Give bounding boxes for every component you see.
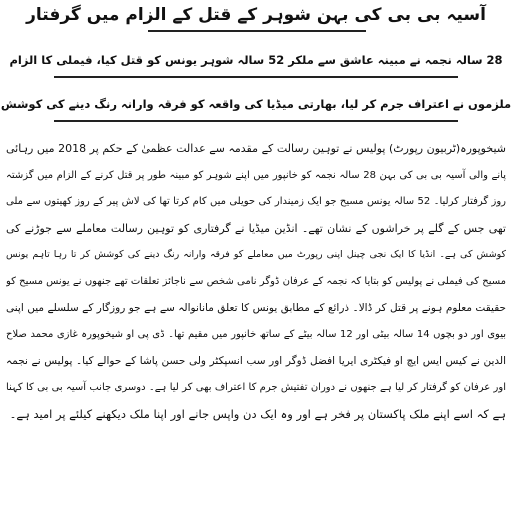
article-body	[6, 136, 506, 428]
article-line: روز گرفتار کرلیا۔ 52 سالہ یونس مسیح جو ایک زمیندار کی حویلی میں کام کرتا تھا کی لاش پیر کے روز کھیتوں سے ملی	[6, 196, 506, 207]
headline-line-3: ملزموں نے اعتراف جرم کر لیا، بھارتی میڈیا کی واقعہ کو فرقہ وارانہ رنگ دینے کی کوشش	[0, 97, 512, 111]
article-line: حقیقت معلوم ہونے پر قتل کر ڈالا۔ ذرائع کے مطابق یونس کا تعلق مانانوالہ سے ہے جو روزگار کے سلسلے میں اپنی	[6, 302, 506, 314]
headline-underline-2	[54, 76, 458, 78]
article-line: تھی جس کے گلے پر خراشوں کے نشان تھے۔ انڈین میڈیا نے گرفتاری کو توہین رسالت معاملے سے جوڑنے کی	[6, 221, 506, 235]
headline-underline-3	[54, 120, 458, 122]
article-line: مسیح کی فیملی نے پولیس کو بتایا کہ نجمہ کے عرفان ڈوگر نامی شخص سے ناجائز تعلقات تھے جنھوں نے یونس مسیح کو	[6, 275, 506, 287]
headline-underline-1	[148, 30, 366, 32]
article-line: بیوی اور دو بچوں 14 سالہ بیٹی اور 12 سالہ بیٹے کے ساتھ خانپور میں مقیم تھا۔ ڈی پی او شیخوپورہ غازی محمد صلاح	[6, 328, 506, 340]
article-line: کوشش کی ہے۔ انڈیا کا ایک نجی چینل اپنی رپورٹ میں معاملے کو فرقہ وارانہ رنگ دینے کی کوشش کر تا رہا تاہم یونس	[6, 249, 506, 260]
article-line: شیخوپورہ(ٹربیون رپورٹ) پولیس نے توہین رسالت کے مقدمہ سے عدالت عظمیٰ کے حکم پر 2018 میں رہائی	[6, 142, 506, 155]
article-line: الدین نے کیس ایس ایچ او فیکٹری ایریا افضل ڈوگر اور سب انسپکٹر ولی حسن پاشا کے حوالے کیا۔ پولیس نے نجمہ	[6, 355, 506, 367]
headline-line-1: آسیہ بی بی کی بہن شوہر کے قتل کے الزام میں گرفتار	[26, 5, 486, 25]
article-line: ہے کہ اسے اپنے ملک پاکستان پر فخر ہے اور وہ ایک دن واپس جانے اور اپنا ملک دیکھنے کیلئے پر امید ہے۔	[9, 407, 506, 421]
article-line: پانے والی آسیہ بی بی کی بہن 28 سالہ نجمہ کو خانپور میں اپنے شوہر کو مبینہ طور پر قتل کرنے کے الزام میں گزشتہ	[6, 169, 506, 181]
article-line: اور عرفان کو گرفتار کر لیا ہے جنھوں نے دوران تفتیش جرم کا اعتراف بھی کر لیا ہے۔ دوسری جانب آسیہ بی بی کا کہنا	[6, 381, 506, 393]
headline-line-2: 28 سالہ نجمہ نے مبینہ عاشق سے ملکر 52 سالہ شوہر یونس کو قتل کیا، فیملی کا الزام	[9, 53, 503, 67]
